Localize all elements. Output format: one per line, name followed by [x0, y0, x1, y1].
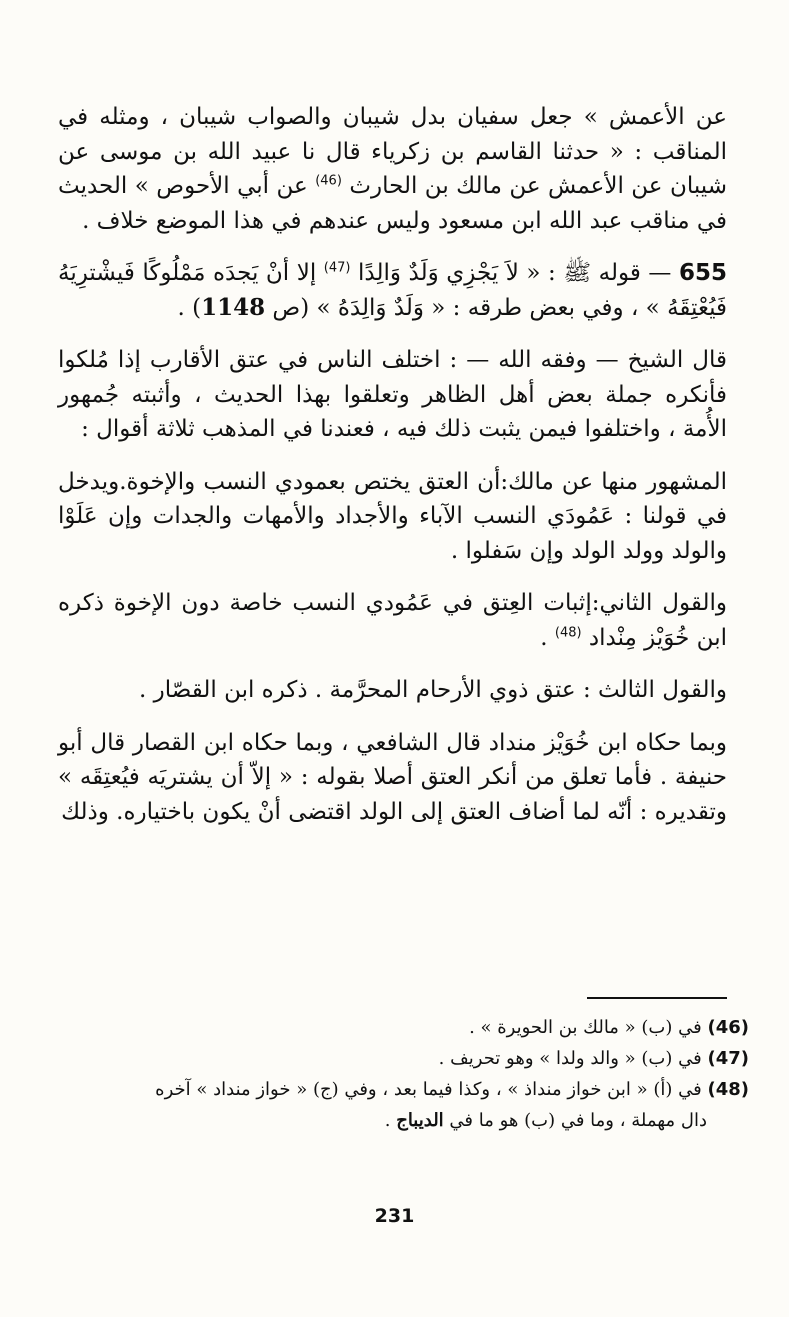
hadith-number: 655 — [678, 260, 727, 286]
footnote-47-number: (47) — [707, 1048, 749, 1069]
footnote-ref-46: (46) — [315, 173, 342, 189]
paragraph-5-end: . — [540, 624, 548, 651]
main-text — [58, 100, 727, 847]
page-reference: 1148 — [201, 293, 266, 321]
paragraph-2-text-c: ) . — [177, 294, 202, 321]
paragraph-4: المشهور منها عن مالك:أن العتق يختص بعمودي النسب والإخوة.ويدخل في قولنا : عَمُودَي النسب الآباء والأجداد والأمهات والجدات وإن عَلَوْا والولد وولد الولد وإن سَفلوا . — [58, 468, 727, 564]
footnote-46 — [58, 1012, 749, 1043]
paragraph-6: والقول الثالث : عتق ذوي الأرحام المحرَّمة . ذكره ابن القصّار . — [139, 677, 727, 703]
footnote-46-number: (46) — [707, 1017, 749, 1038]
footnote-ref-47: (47) — [323, 260, 351, 276]
footnotes — [58, 1012, 749, 1136]
footnote-48-cont-text: دال مهملة ، وما في (ب) هو ما في — [449, 1110, 707, 1131]
footnote-48-continuation — [58, 1105, 749, 1136]
paragraph-5 — [58, 586, 727, 655]
footnote-48-text: في (أ) « ابن خواز منداذ » ، وكذا فيما بعد ، وفي (ج) « خواز منداد » آخره — [155, 1079, 702, 1100]
paragraph-3: قال الشيخ — وفقه الله — : اختلف الناس في عتق الأقارب إذا مُلكوا فأنكره جملة بعض أهل الظاهر وتعلقوا بهذا الحديث ، وأثبته جُمهور الأُمة ، واختلفوا فيمن يثبت ذلك فيه ، فعندنا في المذهب ثلاثة أقوال : — [58, 347, 727, 442]
paragraph-2 — [58, 256, 727, 325]
paragraph-7: وبما حكاه ابن خُوَيْز منداد قال الشافعي ، وبما حكاه ابن القصار قال أبو حنيفة . فأما تعلق من أنكر العتق أصلا بقوله : « إلاّ أن يشتريَه فيُعتِقَه » وتقديره : أنّه لما أضاف العتق إلى الولد اقتضى أنْ يكون باختياره. وذلك — [58, 729, 727, 825]
footnote-48-end: . — [384, 1110, 391, 1131]
footnote-47-text: في (ب) « والد ولدا » وهو تحريف . — [438, 1048, 702, 1069]
page-number: 231 — [374, 1205, 415, 1227]
paragraph-2-text-a: — قوله ﷺ : « لاَ يَجْزِي وَلَدٌ وَالِدًا — [358, 260, 672, 286]
footnote-ref-48: (48) — [554, 624, 582, 640]
footnote-48-source: الديباج — [396, 1110, 444, 1131]
paragraph-1-tail: عن أبي الأحوص » الحديث في مناقب عبد الله ابن مسعود وليس عندهم في هذا الموضع خلاف . — [58, 173, 727, 234]
footnote-47 — [58, 1043, 749, 1074]
paragraph-1-text: عن الأعمش » جعل سفيان بدل شيبان والصواب شيبان ، ومثله في المناقب : « حدثنا القاسم بن زكرياء قال نا عبيد الله بن موسى عن شيبان عن الأعمش عن مالك بن الحارث — [58, 104, 728, 199]
paragraph-1 — [58, 100, 727, 238]
footnote-48 — [58, 1074, 749, 1105]
footnote-48-number: (48) — [707, 1079, 749, 1100]
footnote-46-text: في (ب) « مالك بن الحويرة » . — [469, 1017, 702, 1038]
paragraph-5-text: والقول الثاني:إثبات العِتق في عَمُودي النسب خاصة دون الإخوة ذكره ابن خُوَيْز مِنْداد — [58, 590, 727, 651]
footnote-divider — [587, 997, 727, 999]
paragraph-2-text-b: إلا أنْ يَجدَه مَمْلُوكًا فَيشْترِيَهُ فَيُعْتِقَهُ » ، وفي بعض طرقه : « وَلَدٌ وَالِدَهُ » (ص — [58, 260, 727, 321]
